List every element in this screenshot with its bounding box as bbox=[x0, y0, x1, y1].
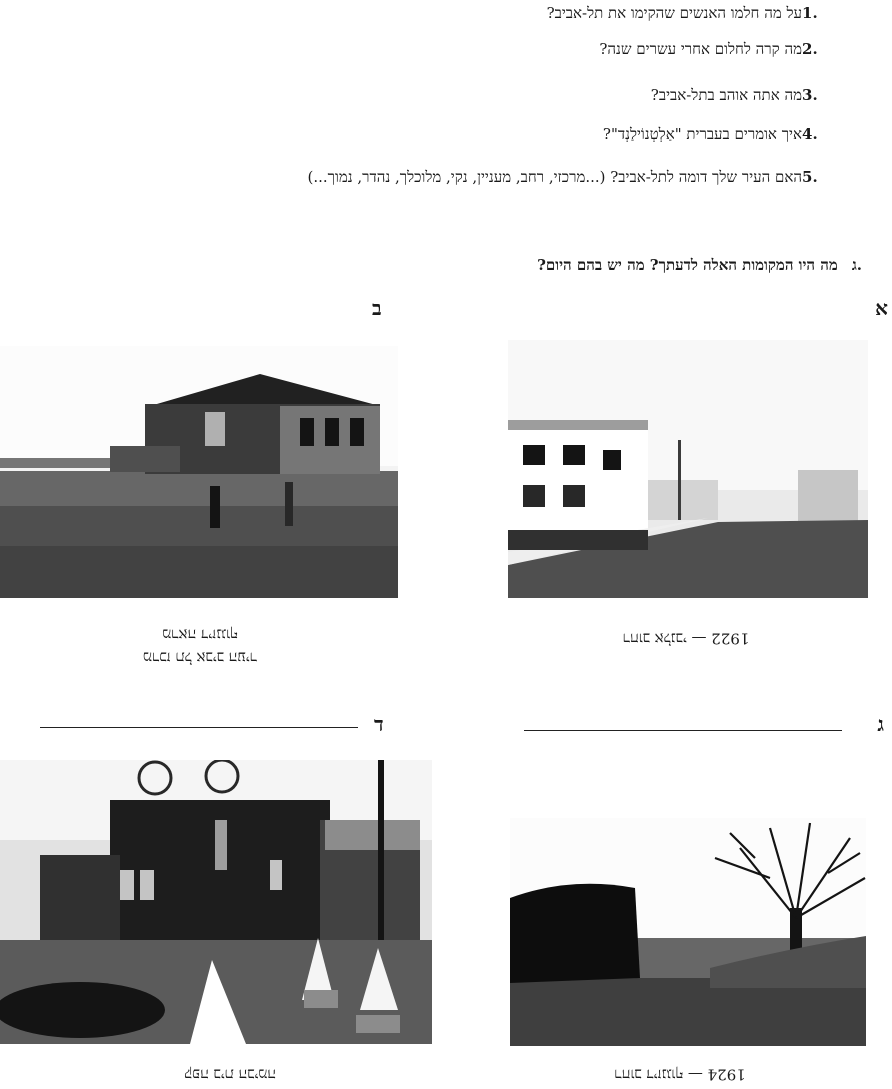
question-1 bbox=[547, 6, 832, 21]
answer-line-d[interactable] bbox=[40, 727, 358, 728]
photo-d-cafe bbox=[0, 760, 432, 1044]
section-heading bbox=[537, 256, 862, 275]
question-5 bbox=[307, 170, 832, 185]
caption-d bbox=[130, 1062, 330, 1085]
question-number: .5 bbox=[802, 168, 818, 186]
caption-b-line-1: מראה דיזנגוף bbox=[162, 625, 238, 644]
question-3 bbox=[651, 88, 832, 103]
caption-c bbox=[560, 1062, 800, 1085]
question-4 bbox=[603, 127, 832, 142]
caption-b bbox=[100, 622, 300, 669]
answer-line-c[interactable] bbox=[524, 730, 842, 731]
label-d: ד bbox=[374, 712, 384, 736]
caption-a-line: 1922 — רחוב אלנבי bbox=[622, 629, 750, 648]
caption-d-line: קפה בית הבימה bbox=[184, 1065, 276, 1084]
photo-b-villa bbox=[0, 346, 398, 598]
section-title-text: מה היו המקומות האלה לדעתך? מה יש בהם היום? bbox=[537, 256, 838, 274]
label-c: ג bbox=[877, 712, 884, 736]
question-text: האם העיר שלך דומה לתל-אביב? (...מרכזי, רחב, מעניין, נקי, מלוכלך, נהדר, נמוך...) bbox=[307, 168, 802, 186]
photo-a-street bbox=[508, 340, 868, 598]
caption-c-line: 1924 — רחוב דיזנגוף bbox=[614, 1065, 746, 1084]
caption-a bbox=[556, 626, 816, 649]
question-number: .1 bbox=[802, 4, 818, 22]
label-a: א bbox=[875, 296, 888, 320]
caption-b-line-2: מרכז תל אביב העיר bbox=[142, 648, 258, 667]
question-number: .2 bbox=[802, 40, 818, 58]
question-text: מה אתה אוהב בתל-אביב? bbox=[650, 86, 802, 104]
question-number: .4 bbox=[802, 125, 818, 143]
section-number: .ג bbox=[851, 256, 862, 274]
label-b: ב bbox=[372, 296, 382, 320]
question-2 bbox=[599, 42, 832, 57]
photo-c-tree bbox=[510, 818, 866, 1046]
question-number: .3 bbox=[802, 86, 818, 104]
question-text: מה קרה לחלום אחרי עשרים שנה? bbox=[599, 40, 802, 58]
question-text: על מה חלמו האנשים שהקימו את תל-אביב? bbox=[546, 4, 802, 22]
question-text: איך אומרים בעברית "אַלְטְנוֹילַנְד"? bbox=[602, 125, 802, 143]
